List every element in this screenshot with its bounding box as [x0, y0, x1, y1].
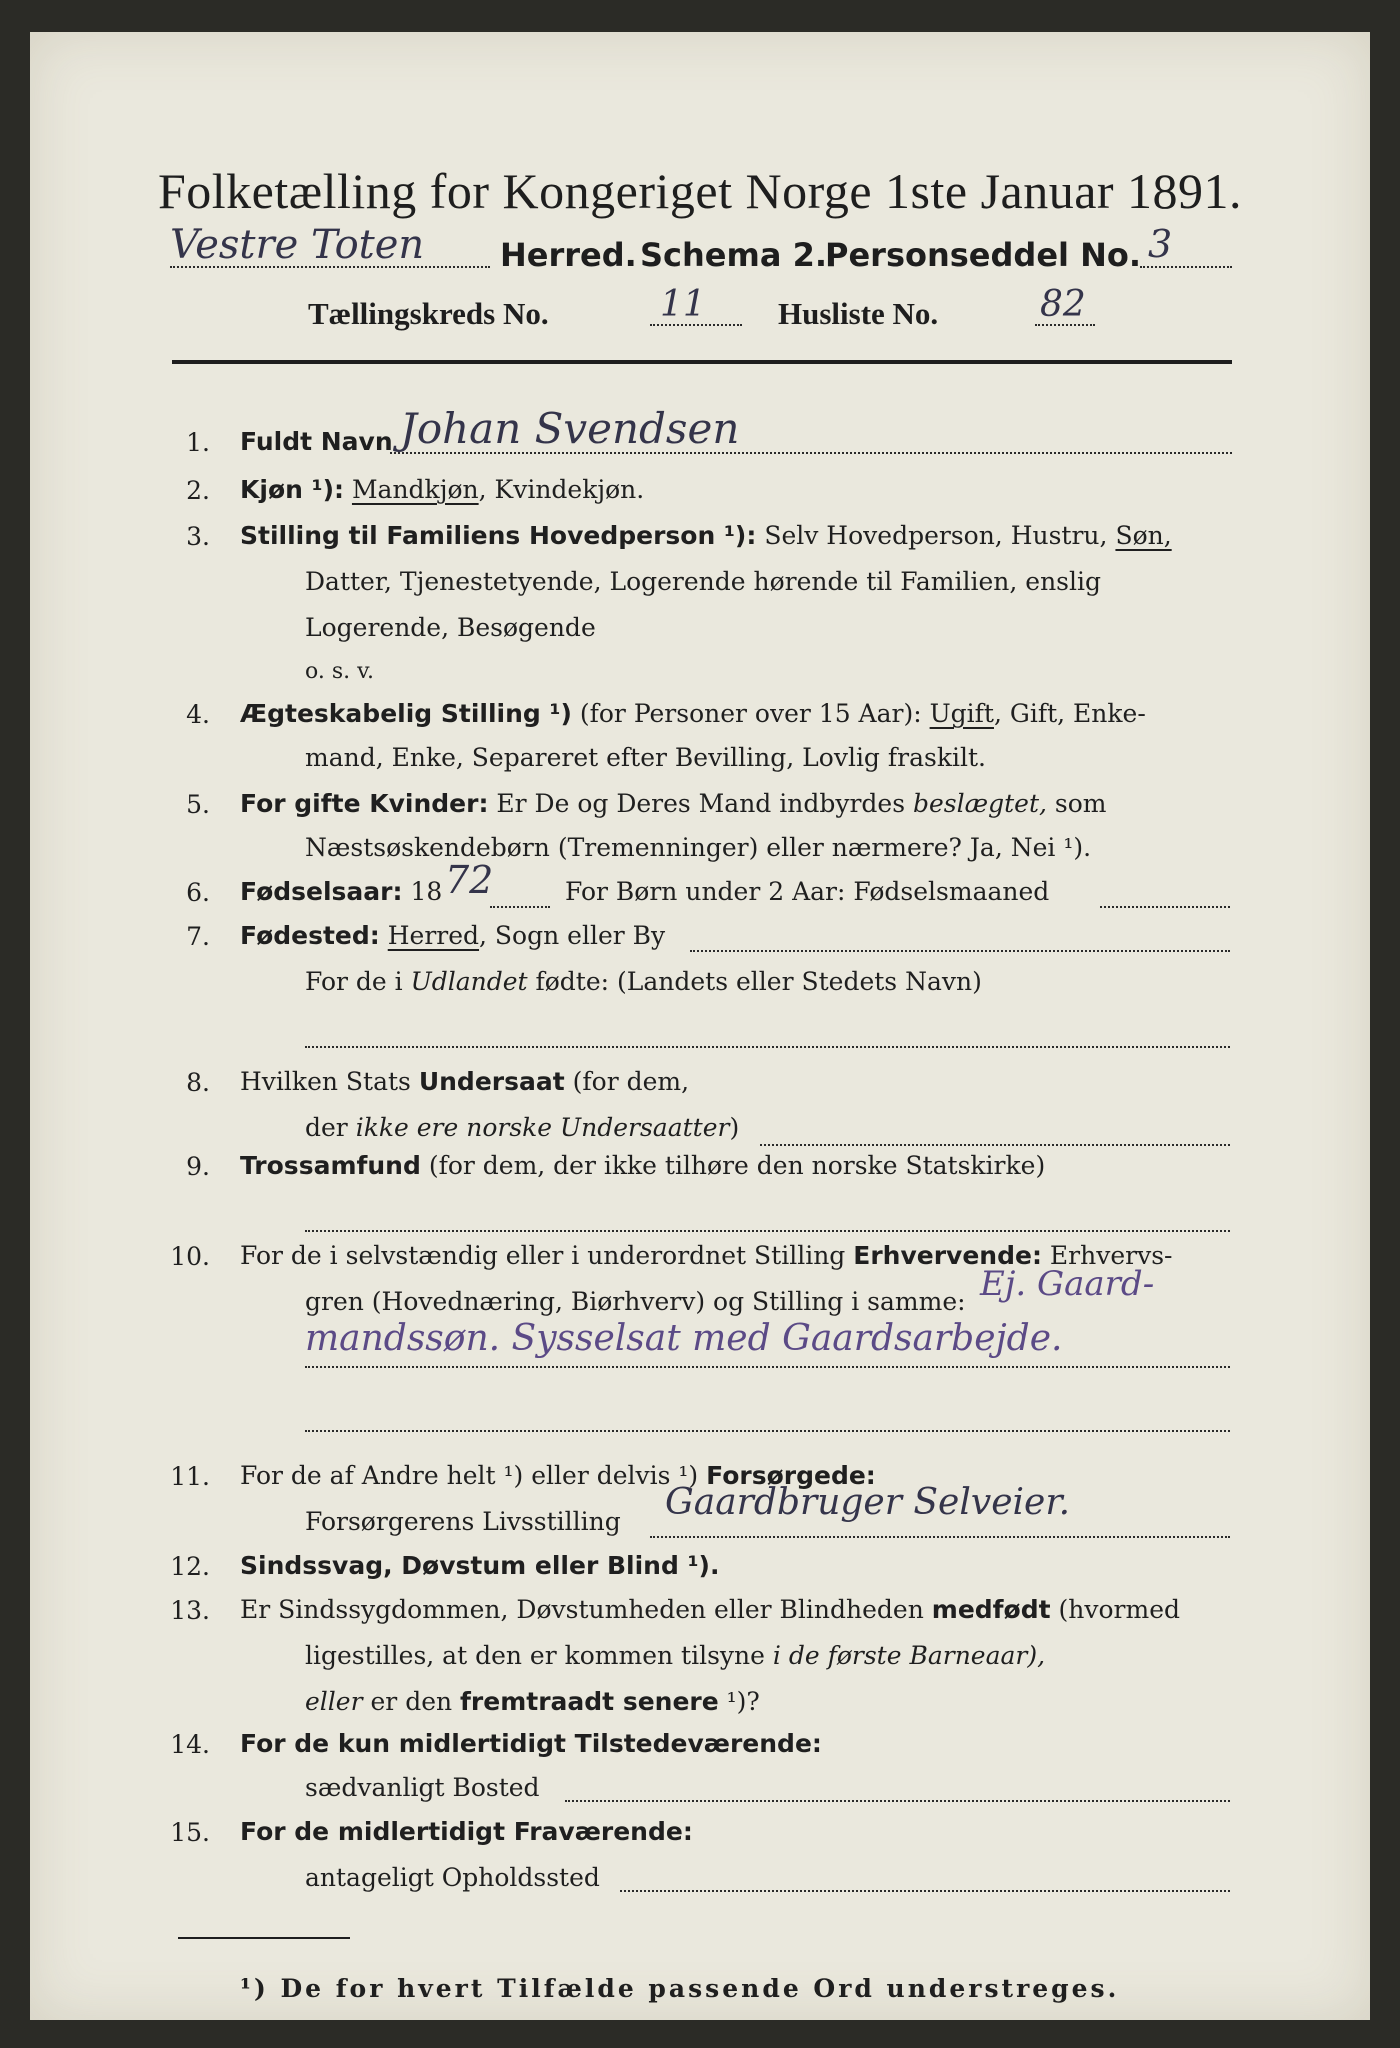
personseddel-value: 3: [1148, 222, 1173, 266]
item-3-line-3: Logerende, Besøgende: [305, 613, 596, 642]
item-9-number: 9.: [186, 1152, 210, 1181]
item-10-value-1: Ej. Gaard-: [980, 1264, 1155, 1304]
item-6-number: 6.: [186, 878, 210, 907]
husliste-label: Husliste No.: [778, 296, 939, 331]
item-8-number: 8.: [186, 1068, 210, 1097]
footnote-rule: [178, 1937, 350, 1939]
item-7-number: 7.: [186, 922, 210, 951]
item-13-line-3: eller er den fremtraadt senere ¹)?: [305, 1687, 760, 1716]
item-5-line-2: Næstsøskendebørn (Tremenninger) eller nærmere? Ja, Nei ¹).: [305, 833, 1092, 862]
personseddel-dotted-line: [1140, 266, 1232, 268]
item-15-line-2: antageligt Opholdssted: [305, 1863, 600, 1892]
item-14-line-2: sædvanligt Bosted: [305, 1773, 540, 1802]
item-15-dotted-line: [620, 1890, 1230, 1892]
item-9-dotted-line: [305, 1230, 1230, 1232]
item-12-number: 12.: [170, 1552, 210, 1581]
item-8-line-1: Hvilken Stats Undersaat (for dem,: [240, 1067, 690, 1096]
header-rule: [172, 360, 1232, 364]
item-1-number: 1.: [186, 428, 210, 457]
item-10-line-2: gren (Hovednæring, Biørhverv) og Stilling i samme:: [305, 1287, 966, 1316]
husliste-dotted-line: [1035, 324, 1095, 326]
item-2-line: Kjøn ¹): Mandkjøn, Kvindekjøn.: [240, 475, 645, 504]
item-11-line-2: Forsørgerens Livsstilling: [305, 1507, 621, 1536]
item-7-dotted-line-2: [305, 1046, 1230, 1048]
item-11-provider-value: Gaardbruger Selveier.: [665, 1482, 1071, 1523]
item-3-selected-option: Søn,: [1115, 521, 1172, 550]
item-1-label: Fuldt Navn: [240, 427, 393, 456]
item-10-dotted-line: [305, 1366, 1230, 1368]
item-6-dotted-line-2: [1100, 906, 1230, 908]
item-15-line-1: For de midlertidigt Fraværende:: [240, 1817, 693, 1846]
item-14-line-1: For de kun midlertidigt Tilstedeværende:: [240, 1729, 822, 1758]
item-3-line-1: Stilling til Familiens Hovedperson ¹): Selv Hovedperson, Hustru, Søn,: [240, 521, 1172, 550]
taellingskreds-dotted-line: [650, 324, 742, 326]
taellingskreds-value: 11: [660, 284, 706, 325]
item-10-value-2: mandssøn. Sysselsat med Gaardsarbejde.: [305, 1318, 1063, 1359]
schema-label: Schema 2.: [640, 236, 827, 274]
item-15-number: 15.: [170, 1818, 210, 1847]
item-8-line-2: der ikke ere norske Undersaatter): [305, 1113, 740, 1142]
herred-value: Vestre Toten: [170, 222, 425, 268]
item-2-selected-option: Mandkjøn: [351, 475, 479, 504]
item-10-dotted-line-2: [305, 1430, 1230, 1432]
item-4-number: 4.: [186, 700, 210, 729]
item-14-number: 14.: [170, 1730, 210, 1759]
item-6-dotted-line: [490, 906, 550, 908]
item-11-line-1: For de af Andre helt ¹) eller delvis ¹) Forsørgede:: [240, 1461, 876, 1490]
item-13-number: 13.: [170, 1596, 210, 1625]
taellingskreds-label: Tællingskreds No.: [308, 296, 549, 331]
item-1-full-name-value: Johan Svendsen: [400, 404, 740, 453]
item-5-number: 5.: [186, 790, 210, 819]
item-6-label-2: For Børn under 2 Aar: Fødselsmaaned: [565, 877, 1050, 906]
item-3-number: 3.: [186, 522, 210, 551]
item-6-label: Fødselsaar: 18: [240, 877, 443, 906]
item-14-dotted-line: [565, 1800, 1230, 1802]
item-7-dotted-line: [690, 950, 1230, 952]
item-7-line-1: Fødested: Herred, Sogn eller By: [240, 921, 666, 950]
form-title: Folketælling for Kongeriget Norge 1ste Januar 1891.: [157, 163, 1243, 219]
item-4-selected-option: Ugift: [929, 699, 994, 728]
item-10-number: 10.: [170, 1242, 210, 1271]
footnote: ¹) De for hvert Tilfælde passende Ord understreges.: [240, 1974, 1120, 2003]
item-9-line-1: Trossamfund (for dem, der ikke tilhøre den norske Statskirke): [240, 1151, 1046, 1180]
herred-dotted-line: [170, 266, 490, 268]
item-1-dotted-line: [390, 452, 1232, 454]
item-7-selected-option: Herred: [387, 921, 480, 950]
item-12-line-1: Sindssvag, Døvstum eller Blind ¹).: [240, 1551, 720, 1580]
item-11-number: 11.: [170, 1462, 210, 1491]
item-3-line-2: Datter, Tjenestetyende, Logerende hørende til Familien, enslig: [305, 567, 1102, 596]
item-10-line-1: For de i selvstændig eller i underordnet Stilling Erhvervende: Erhvervs-: [240, 1241, 1173, 1270]
item-13-line-2: ligestilles, at den er kommen tilsyne i de første Barneaar),: [305, 1641, 1046, 1670]
item-13-line-1: Er Sindssygdommen, Døvstumheden eller Blindheden medfødt (hvormed: [240, 1595, 1181, 1624]
item-11-dotted-line: [650, 1536, 1230, 1538]
herred-label: Herred.: [500, 236, 637, 274]
item-4-line-2: mand, Enke, Separeret efter Bevilling, Lovlig fraskilt.: [305, 743, 986, 772]
item-6-birth-year-value: 72: [445, 858, 494, 902]
item-7-line-2: For de i Udlandet fødte: (Landets eller Stedets Navn): [305, 967, 982, 996]
item-3-line-4: o. s. v.: [305, 659, 374, 684]
item-2-number: 2.: [186, 476, 210, 505]
item-4-line-1: Ægteskabelig Stilling ¹) (for Personer over 15 Aar): Ugift, Gift, Enke-: [240, 699, 1146, 728]
personseddel-label: Personseddel No.: [825, 236, 1142, 274]
item-5-line-1: For gifte Kvinder: Er De og Deres Mand indbyrdes beslægtet, som: [240, 789, 1107, 818]
husliste-value: 82: [1040, 284, 1086, 325]
